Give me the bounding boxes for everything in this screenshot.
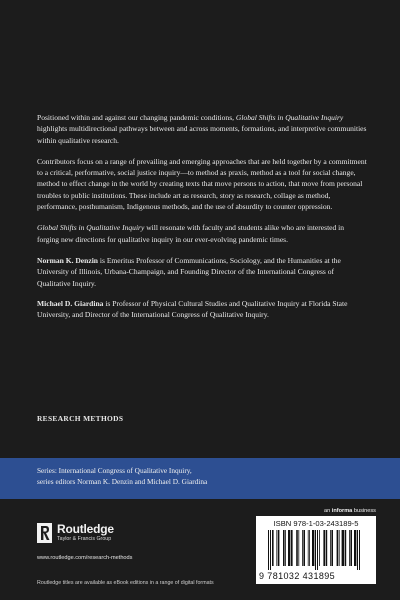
publisher-logo bbox=[37, 523, 114, 543]
book-title-italic: Global Shifts in Qualitative Inquiry bbox=[37, 223, 145, 233]
blurb-text: Positioned within and against our changing pandemic conditions, bbox=[37, 113, 236, 122]
blurb-paragraph-2: Contributors focus on a range of prevailing and emerging approaches that are held together by a commitment to a critical, performative, social justice inquiry—to method as praxis, method as a tool for social change, method to effect change in the world by creating texts that move persons to action, that move from personal troubles to public institutions. These include art as research, story as research, collage as method, performance, posthumanism, Indigenous methods, and the use of absurdity to counter oppression. bbox=[37, 156, 367, 212]
blurb-text: will resonate with faculty and students alike who are interested in forging new directions for qualitative inquiry in our ever-evolving pandemic times. bbox=[37, 223, 345, 244]
author-bio-text: is Professor of Physical Cultural Studies and Qualitative Inquiry at Florida State University, and Director of the International Congress of Qualitative Inquiry. bbox=[37, 298, 348, 320]
publisher-group: Taylor & Francis Group bbox=[57, 536, 112, 543]
author-bio-1 bbox=[37, 255, 367, 289]
informa-brand: informa bbox=[331, 508, 353, 514]
routledge-logo-icon bbox=[37, 523, 52, 543]
subject-category: RESEARCH METHODS bbox=[37, 414, 124, 423]
series-line-2: series editors Norman K. Denzin and Michael D. Giardina bbox=[37, 477, 208, 487]
blurb-text: highlights multidirectional pathways between and across moments, formations, and interpretive communities within qualitative research. bbox=[37, 124, 367, 145]
blurb bbox=[37, 112, 367, 329]
informa-prefix: an bbox=[324, 508, 332, 514]
informa-business-tag bbox=[324, 508, 376, 514]
ean-digits: 9 781032 431895 bbox=[259, 571, 336, 581]
book-title-italic: Global Shifts in Qualitative Inquiry bbox=[235, 113, 344, 122]
author-bio-2 bbox=[37, 298, 367, 321]
isbn-barcode bbox=[256, 516, 376, 584]
series-line-1: Series: International Congress of Qualitative Inquiry, bbox=[37, 466, 192, 475]
ebook-footnote: Routledge titles are available as eBook editions in a range of digital formats bbox=[37, 580, 214, 586]
author-name: Norman K. Denzin bbox=[37, 255, 99, 265]
publisher-url: www.routledge.com/research-methods bbox=[37, 555, 133, 561]
author-name: Michael D. Giardina bbox=[37, 298, 104, 308]
informa-suffix: business bbox=[352, 508, 376, 514]
series-band bbox=[0, 458, 400, 499]
publisher-wordmark bbox=[57, 523, 114, 542]
author-bio-text: is Emeritus Professor of Communications, Sociology, and the Humanities at the University of Illinois, Urbana-Champaign, and Founding Director of the International Congress of Qualitative Inquiry. bbox=[37, 255, 341, 288]
isbn-label: ISBN 978-1-03-243189-5 bbox=[273, 519, 359, 528]
blurb-paragraph-3 bbox=[37, 222, 367, 245]
barcode-icon bbox=[266, 530, 368, 570]
series-info bbox=[37, 465, 357, 487]
blurb-paragraph-1 bbox=[37, 112, 367, 146]
publisher-name: Routledge bbox=[57, 522, 114, 537]
